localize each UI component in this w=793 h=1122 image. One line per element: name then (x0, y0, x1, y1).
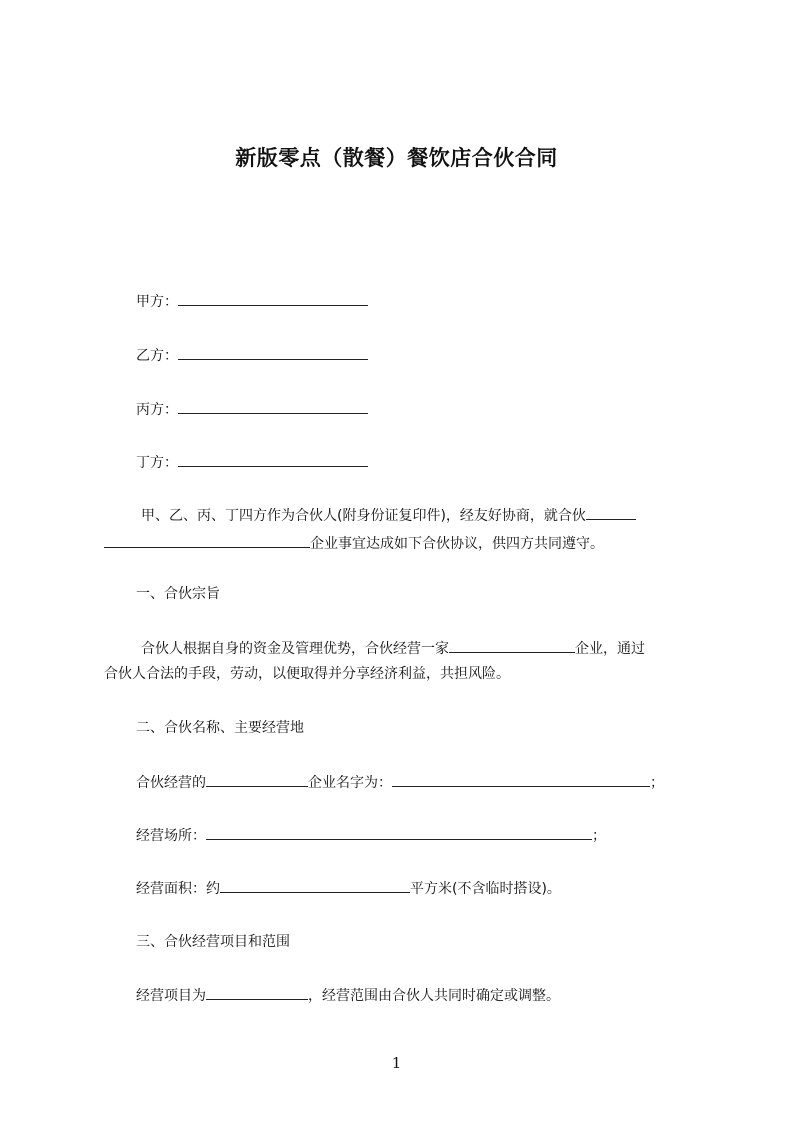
party-a-line (136, 291, 368, 312)
business-area-blank (220, 878, 410, 893)
business-items-label: 经营项目为 (136, 988, 206, 1004)
section-3-heading: 三、合伙经营项目和范围 (136, 934, 290, 950)
party-b-line (136, 345, 368, 366)
party-b-blank (178, 345, 368, 360)
party-d-label: 丁方： (136, 455, 178, 471)
business-name-blank (392, 772, 650, 787)
party-c-line (136, 399, 368, 420)
section-1-para-line-1 (141, 638, 645, 659)
business-name-line (136, 772, 664, 793)
intro-blank-1 (586, 505, 636, 520)
business-name-end: ； (650, 775, 664, 791)
page-number: 1 (391, 1054, 402, 1072)
business-type-blank (206, 772, 308, 787)
party-a-label: 甲方： (136, 294, 178, 310)
business-place-label: 经营场所： (136, 828, 206, 844)
intro-blank-2 (104, 533, 310, 548)
party-c-label: 丙方： (136, 402, 178, 418)
business-name-text-a: 合伙经营的 (136, 775, 206, 791)
section-1-text-a: 合伙人根据自身的资金及管理优势，合伙经营一家 (141, 641, 449, 657)
business-items-line (136, 985, 560, 1006)
enterprise-type-blank (449, 638, 575, 653)
intro-line-2 (104, 533, 604, 554)
business-items-blank (206, 985, 308, 1000)
section-1-heading: 一、合伙宗旨 (136, 586, 220, 602)
intro-line-1 (141, 505, 636, 526)
intro-text-2: 企业事宜达成如下合伙协议，供四方共同遵守。 (310, 536, 604, 552)
section-2-heading: 二、合伙名称、主要经营地 (136, 720, 304, 736)
business-area-line (136, 878, 561, 899)
business-name-text-b: 企业名字为： (308, 775, 392, 791)
business-area-unit: 平方米(不含临时搭设)。 (410, 881, 561, 897)
business-place-end: ； (592, 828, 606, 844)
section-1-text-b: 企业，通过 (575, 641, 645, 657)
party-c-blank (178, 399, 368, 414)
business-place-blank (206, 825, 592, 840)
party-b-label: 乙方： (136, 348, 178, 364)
business-area-label: 经营面积：约 (136, 881, 220, 897)
intro-text-1: 甲、乙、丙、丁四方作为合伙人(附身份证复印件)，经友好协商，就合伙 (141, 508, 586, 524)
section-1-para-line-2: 合伙人合法的手段，劳动，以便取得并分享经济利益，共担风险。 (104, 666, 510, 682)
business-items-text: ，经营范围由合伙人共同时确定或调整。 (308, 988, 560, 1004)
party-d-blank (178, 452, 368, 467)
business-place-line (136, 825, 606, 846)
party-d-line (136, 452, 368, 473)
document-title: 新版零点（散餐）餐饮店合伙合同 (235, 146, 558, 170)
party-a-blank (178, 291, 368, 306)
